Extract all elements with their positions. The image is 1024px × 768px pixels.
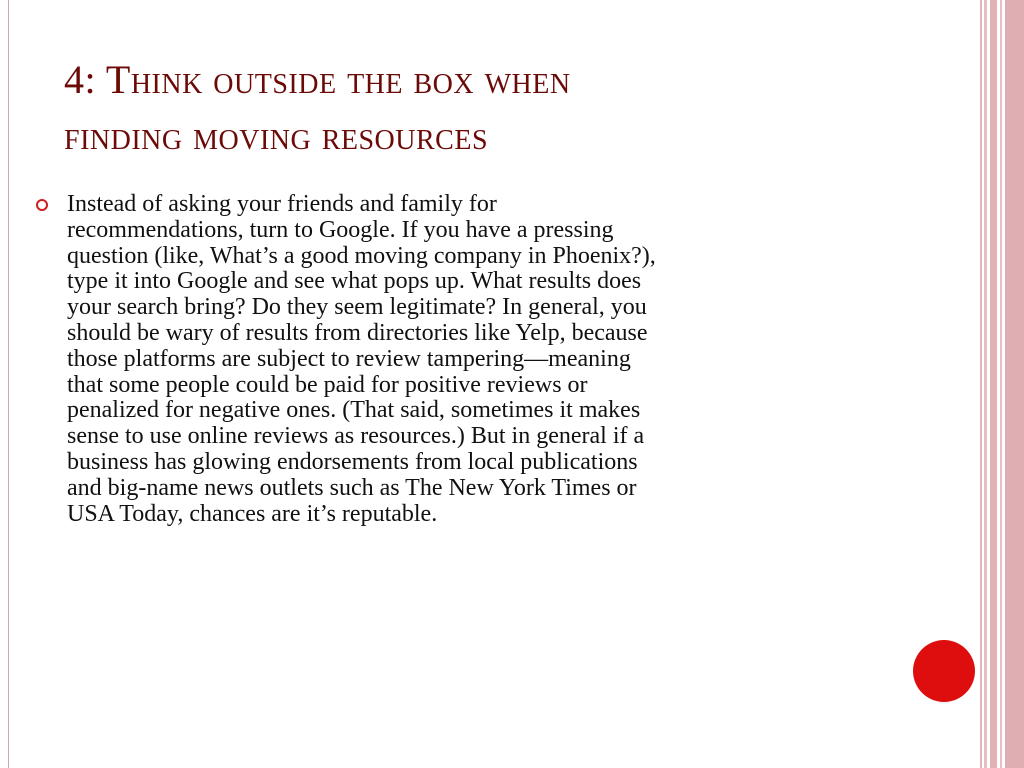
right-border-stripe [980, 0, 982, 768]
red-dot-icon [913, 640, 975, 702]
hollow-circle-icon [36, 199, 48, 211]
slide-title-line-1: 4: Think outside the box when [64, 57, 571, 102]
right-border-stripe [984, 0, 987, 768]
slide-title [64, 52, 944, 164]
bullet-list [36, 192, 836, 527]
list-item [36, 192, 836, 527]
left-border-line [8, 0, 9, 768]
right-border-stripe [1005, 0, 1024, 768]
bullet-text: Instead of asking your friends and family for recommendations, turn to Google. If you have a pressing question (like, What’s a good moving company in Phoenix?), type it into Google and see what pops up. What results does your search bring? Do they seem legitimate? In general, you should be wary of results from directories like Yelp, because those platforms are subject to review tampering—meaning that some people could be paid for positive reviews or penalized for negative ones. (That said, sometimes it makes sense to use online reviews as resources.) But in general if a business has glowing endorsements from local publications and big-name news outlets such as The New York Times or USA Today, chances are it’s reputable. [67, 191, 656, 527]
right-border-stripe [1000, 0, 1002, 768]
slide-title-line-2: finding moving resources [64, 113, 489, 158]
right-border-stripe [990, 0, 997, 768]
